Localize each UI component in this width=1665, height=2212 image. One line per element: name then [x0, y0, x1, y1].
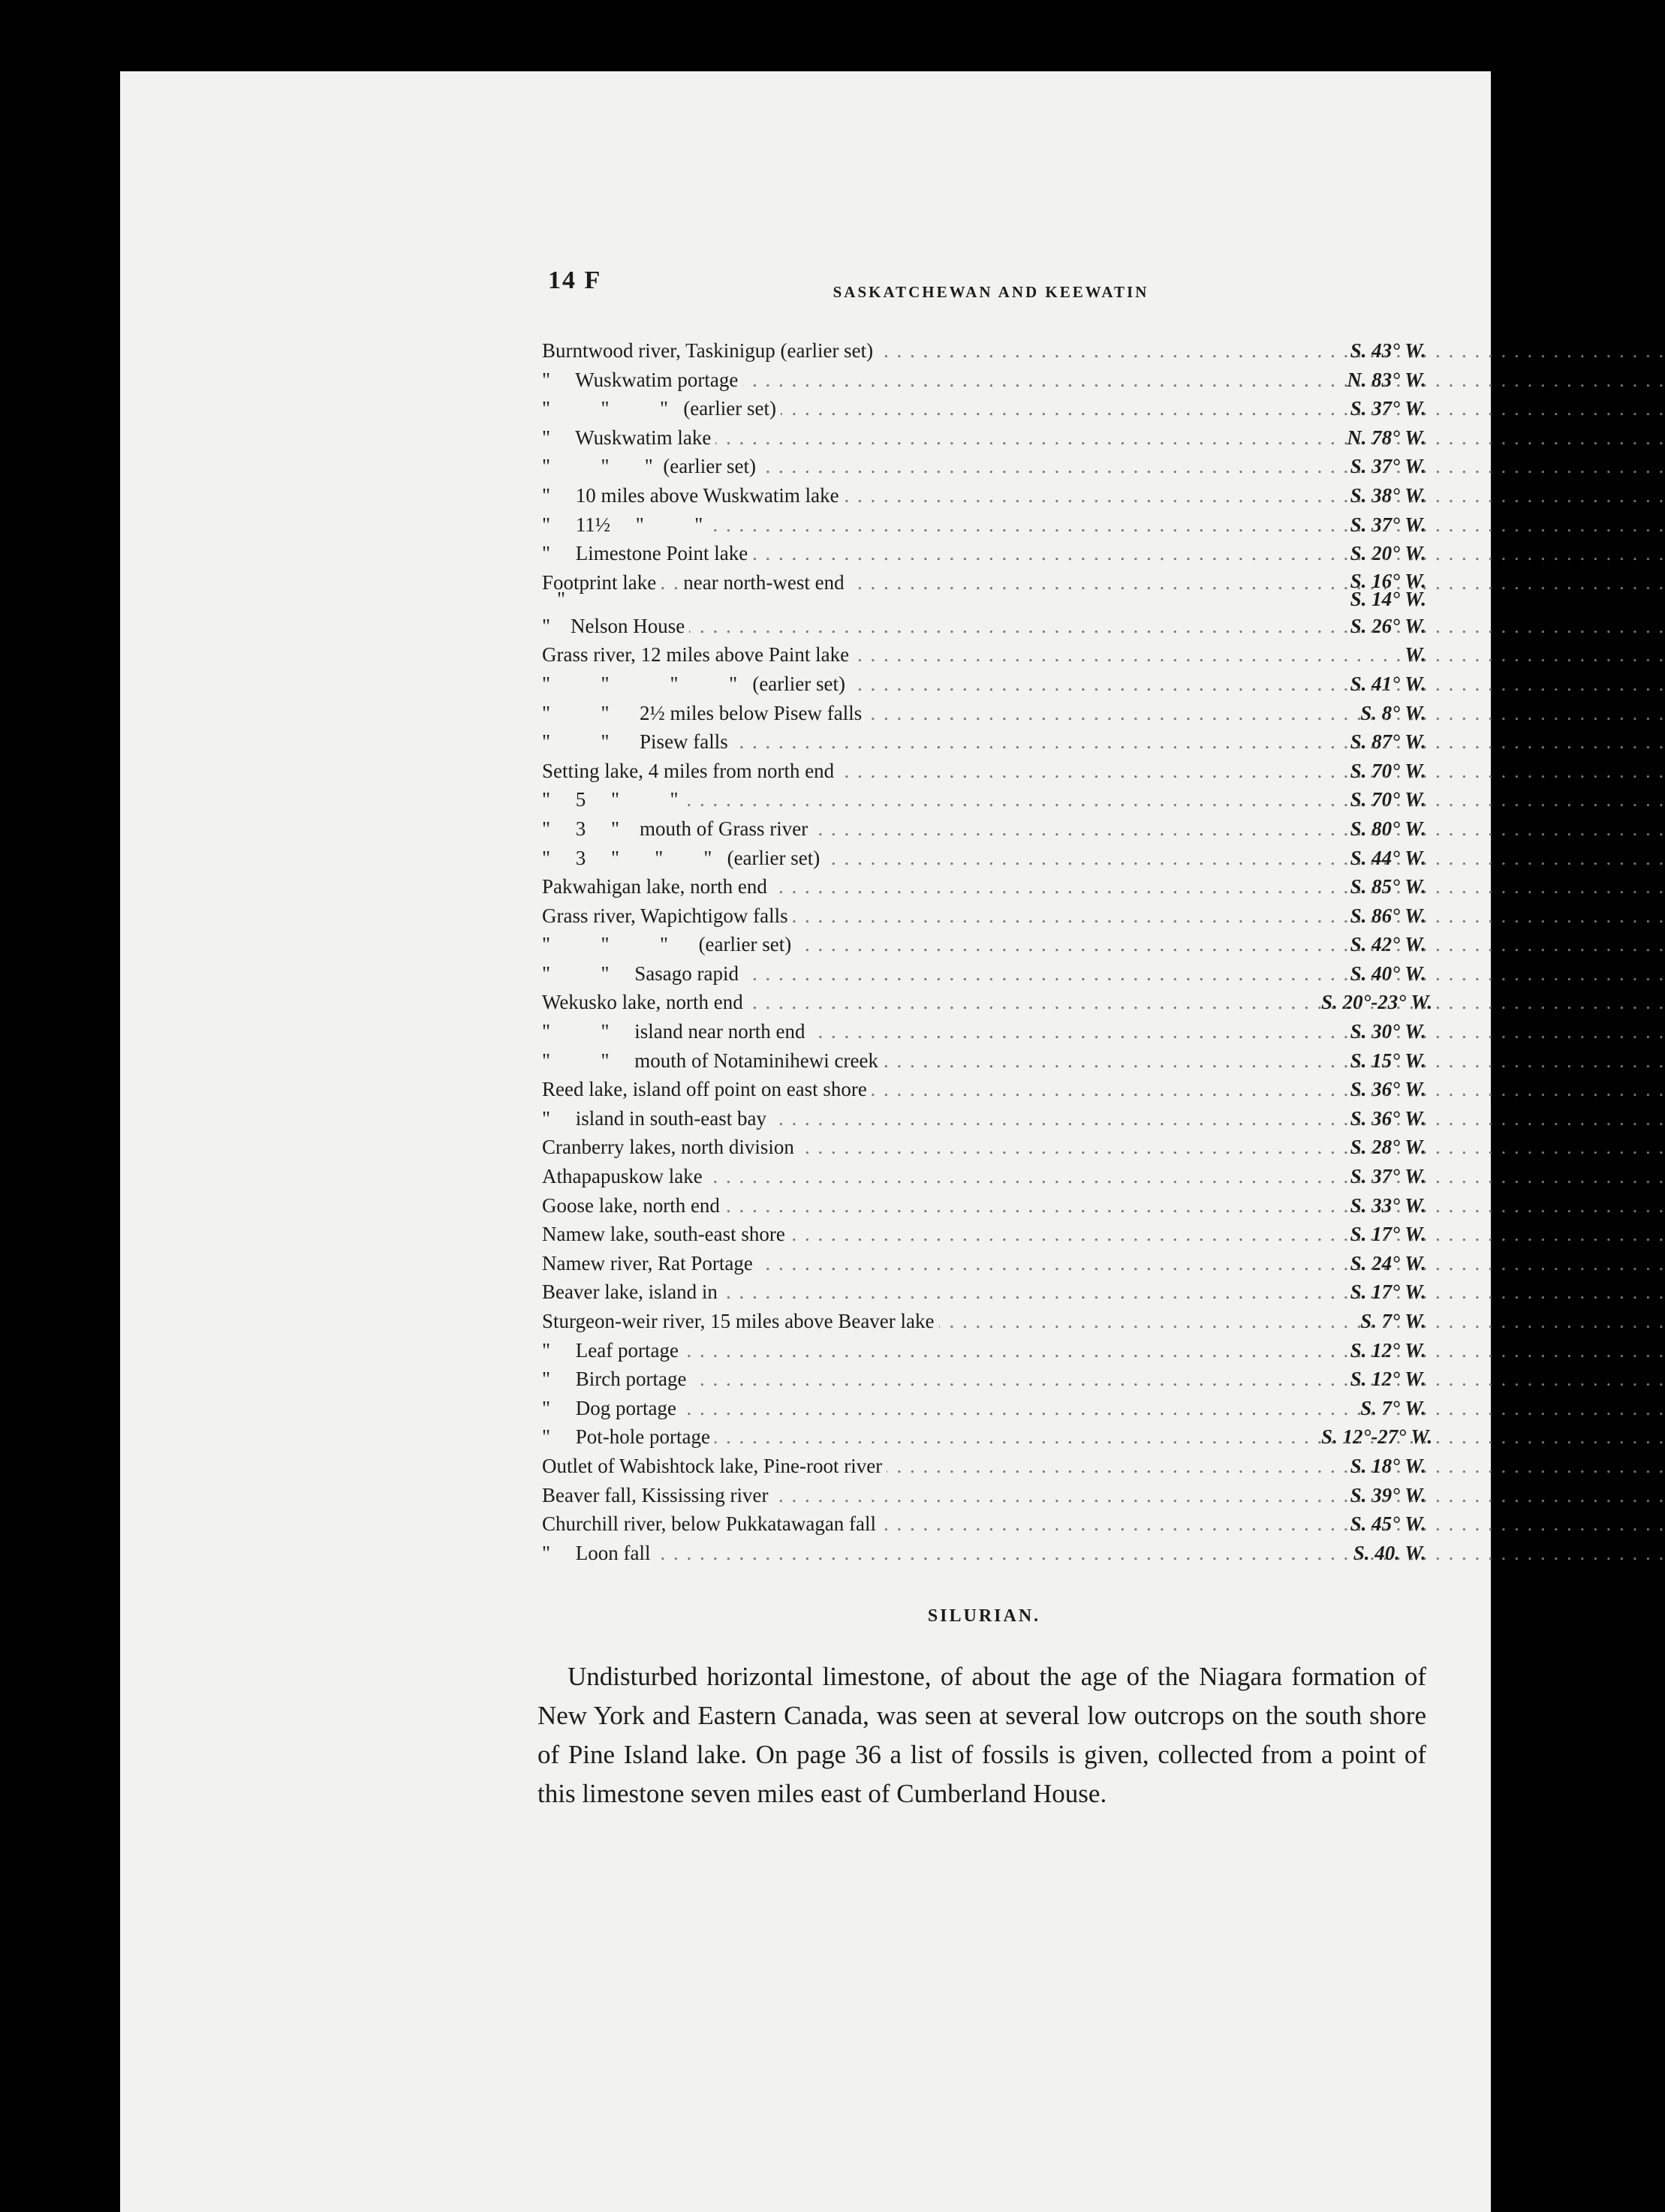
row-location — [542, 640, 1314, 670]
row-location-text: Footprint lake — [542, 571, 661, 594]
table-row — [542, 1249, 1426, 1278]
row-location-text: " " " (earlier set) — [542, 933, 796, 956]
table-row — [542, 510, 1426, 540]
table-row — [542, 539, 1426, 568]
table-row — [542, 612, 1426, 641]
table-row — [542, 1452, 1426, 1481]
row-bearing: S. 86° W. — [1350, 904, 1426, 927]
table-row — [542, 366, 1426, 395]
row-location-text: " island in south-east bay — [542, 1107, 771, 1130]
row-location — [542, 1191, 1314, 1220]
row-location-text: " 11½ " " — [542, 513, 707, 536]
row-location-sub: " — [557, 587, 566, 610]
table-row — [542, 727, 1426, 757]
row-location-text: " " " " (earlier set) — [542, 673, 850, 695]
row-bearing: S. 36° W. — [1350, 1106, 1426, 1130]
row-location-text: Churchill river, below Pukkatawagan fall — [542, 1512, 881, 1535]
row-location — [542, 1162, 1314, 1191]
row-location — [542, 1422, 1314, 1452]
row-location — [542, 1220, 1314, 1249]
row-location — [542, 1249, 1314, 1278]
table-row — [542, 1509, 1426, 1539]
row-location — [542, 1481, 1314, 1510]
row-location — [542, 1307, 1314, 1336]
row-location-text: Grass river, Wapichtigow falls — [542, 904, 793, 927]
table-row — [542, 1481, 1426, 1510]
row-bearing: S. 18° W. — [1350, 1454, 1426, 1477]
row-location-text: Pakwahigan lake, north end — [542, 875, 772, 898]
row-location — [542, 568, 1314, 610]
row-bearing: S. 87° W. — [1350, 730, 1426, 754]
row-bearing: S. 15° W. — [1350, 1049, 1426, 1072]
row-location-text: " Leaf portage — [542, 1339, 683, 1362]
row-location — [542, 1017, 1314, 1046]
row-bearing: S. 12° W. — [1350, 1368, 1426, 1391]
row-location — [542, 814, 1314, 844]
row-location — [542, 1075, 1314, 1104]
row-location-text: " Limestone Point lake — [542, 542, 752, 564]
table-row — [542, 481, 1426, 510]
row-location-text: " 5 " " — [542, 788, 683, 811]
row-bearing: S. 38° W. — [1350, 483, 1426, 507]
row-bearing: S. 39° W. — [1350, 1483, 1426, 1506]
row-bearing: S. 45° W. — [1350, 1512, 1426, 1536]
row-bearing: S. 33° W. — [1350, 1193, 1426, 1217]
row-bearing: S. 30° W. — [1350, 1020, 1426, 1043]
row-location-text: " Birch portage — [542, 1368, 691, 1390]
row-location-text: Sturgeon-weir river, 15 miles above Beaver lake — [542, 1310, 939, 1332]
row-location — [542, 930, 1314, 959]
table-row — [542, 901, 1426, 931]
row-bearing: S. 70° W. — [1350, 759, 1426, 782]
row-location — [542, 1133, 1314, 1162]
row-bearing: S. 40. W. — [1353, 1541, 1426, 1564]
row-bearing: S. 85° W. — [1350, 875, 1426, 898]
table-row — [542, 1539, 1426, 1568]
row-location-text: " 10 miles above Wuskwatim lake — [542, 484, 844, 507]
table-row — [542, 872, 1426, 901]
table-row — [542, 640, 1426, 670]
row-bearing: S. 40° W. — [1350, 962, 1426, 985]
row-location-text: " " Pisew falls — [542, 730, 733, 753]
row-bearing: S. 20° W. — [1350, 542, 1426, 565]
row-location-text: " Wuskwatim lake — [542, 426, 715, 449]
row-bearing: S. 20°-23° W. — [1321, 991, 1433, 1014]
row-location — [542, 727, 1314, 757]
row-location-text: Goose lake, north end — [542, 1194, 724, 1217]
row-bearing: S. 24° W. — [1350, 1251, 1426, 1275]
row-location-text: Athapapuskow lake — [542, 1165, 707, 1187]
row-location — [542, 844, 1314, 873]
row-bearing: S. 28° W. — [1350, 1136, 1426, 1159]
row-location — [542, 1452, 1314, 1481]
table-row — [542, 1365, 1426, 1394]
row-bearing: S. 17° W. — [1350, 1281, 1426, 1304]
table-row — [542, 1162, 1426, 1191]
running-title: SASKATCHEWAN AND KEEWATIN — [832, 283, 1149, 301]
row-location — [542, 1539, 1314, 1568]
row-bearing: S. 37° W. — [1350, 513, 1426, 536]
table-row — [542, 814, 1426, 844]
row-location — [542, 901, 1314, 931]
row-location-text: " " " (earlier set) — [542, 455, 760, 477]
row-location-text: " Dog portage — [542, 1397, 681, 1419]
table-row — [542, 1336, 1426, 1365]
row-location — [542, 423, 1314, 453]
table-row — [542, 988, 1433, 1017]
row-bearing: S. 36° W. — [1350, 1078, 1426, 1101]
table-row — [542, 785, 1426, 814]
table-row — [542, 1220, 1426, 1249]
row-location-text: Beaver lake, island in — [542, 1281, 722, 1303]
table-row — [542, 423, 1426, 453]
row-location — [542, 452, 1314, 481]
table-row — [542, 1046, 1426, 1076]
row-location — [542, 1104, 1314, 1133]
row-location — [542, 1336, 1314, 1365]
row-location-text: " Pot-hole portage — [542, 1425, 715, 1448]
row-bearing: S. 12°-27° W. — [1321, 1425, 1433, 1449]
row-bearing: S. 41° W. — [1350, 672, 1426, 695]
table-row — [542, 1133, 1426, 1162]
table-row — [542, 1017, 1426, 1046]
table-row — [542, 670, 1426, 699]
table-row — [542, 1422, 1433, 1452]
row-location-text: Outlet of Wabishtock lake, Pine-root river — [542, 1455, 887, 1477]
row-bearing-b: S. 14° W. — [1350, 587, 1426, 610]
row-location-text: " " " (earlier set) — [542, 397, 781, 420]
table-row — [542, 394, 1426, 423]
row-bearing: S. 70° W. — [1350, 788, 1426, 811]
row-location — [542, 1278, 1314, 1307]
page-header — [548, 266, 1434, 311]
table-row — [542, 1394, 1426, 1423]
section-title: SILURIAN. — [927, 1606, 1041, 1626]
row-location — [542, 988, 1314, 1017]
row-bearing: S. 43° W. — [1350, 339, 1426, 362]
row-bearing: S. 37° W. — [1350, 455, 1426, 478]
row-location-text: Reed lake, island off point on east shore — [542, 1078, 872, 1100]
row-bearing: S. 44° W. — [1350, 846, 1426, 869]
row-bearing: S. 37° W. — [1350, 1165, 1426, 1188]
row-bearing-a: S. 16° W. — [1350, 569, 1426, 592]
row-location-text: " 3 " " " (earlier set) — [542, 847, 824, 869]
table-row — [542, 568, 1426, 612]
row-location-text: " Loon fall — [542, 1542, 655, 1564]
row-bearing: N. 83° W. — [1347, 368, 1426, 391]
table-row — [542, 1104, 1426, 1133]
row-bearing: S. 80° W. — [1350, 817, 1426, 840]
row-location-text: " 3 " mouth of Grass river — [542, 817, 812, 840]
row-location — [542, 510, 1314, 540]
bearing-table — [542, 336, 1433, 1567]
table-row — [542, 844, 1426, 873]
row-location — [542, 1509, 1314, 1539]
page-number: 14 F — [548, 266, 602, 294]
row-bearing: S. 26° W. — [1350, 614, 1426, 637]
row-location-text: Burntwood river, Taskinigup (earlier set) — [542, 339, 878, 362]
row-location-text: Setting lake, 4 miles from north end — [542, 760, 839, 782]
row-location — [542, 699, 1314, 728]
table-row — [542, 930, 1426, 959]
row-bearing: S. 37° W. — [1350, 397, 1426, 420]
row-location-text: Namew river, Rat Portage — [542, 1252, 757, 1275]
table-row — [542, 1191, 1426, 1220]
row-location — [542, 612, 1314, 641]
row-location — [542, 1394, 1314, 1423]
row-location-text: " Nelson House — [542, 615, 689, 637]
row-location-text: " " mouth of Notaminihewi creek — [542, 1049, 883, 1072]
row-location-text: " " Sasago rapid — [542, 962, 743, 985]
table-row — [542, 452, 1426, 481]
row-location — [542, 872, 1314, 901]
row-location-text: Namew lake, south-east shore — [542, 1223, 790, 1245]
table-row — [542, 959, 1426, 989]
row-bearing: S. 17° W. — [1350, 1223, 1426, 1246]
row-location-text: " " island near north end — [542, 1020, 809, 1043]
row-location — [542, 1365, 1314, 1394]
table-row — [542, 1075, 1426, 1104]
row-location — [542, 539, 1314, 568]
row-location — [542, 670, 1314, 699]
row-location-text: Grass river, 12 miles above Paint lake — [542, 643, 854, 666]
row-location-text: " " 2½ miles below Pisew falls — [542, 702, 866, 724]
row-bearing: S. 8° W. — [1360, 701, 1426, 724]
row-location-text: Cranberry lakes, north division — [542, 1136, 799, 1158]
section-paragraph: Undisturbed horizontal limestone, of about the age of the Niagara formation of New York and Eastern Canada, was seen at several low outcrops on the south shore of Pine Island lake. On page 36 a list of fossils is given, collected from a point of this limestone seven miles east of Cumberland House. — [537, 1662, 1426, 1808]
table-row — [542, 336, 1426, 366]
row-location-detail: near north-west end — [683, 571, 848, 594]
table-row — [542, 1307, 1426, 1336]
row-location — [542, 785, 1314, 814]
table-row — [542, 699, 1426, 728]
row-bearing: S. 7° W. — [1360, 1310, 1426, 1332]
row-bearing: S. 42° W. — [1350, 933, 1426, 956]
row-location — [542, 366, 1314, 395]
row-location-text: Beaver fall, Kississing river — [542, 1484, 772, 1506]
row-location-text: " Wuskwatim portage — [542, 369, 742, 391]
row-location-text: Wekusko lake, north end — [542, 991, 748, 1013]
row-location — [542, 481, 1314, 510]
row-location — [542, 336, 1314, 366]
row-bearing: S. 7° W. — [1360, 1396, 1426, 1419]
table-row — [542, 757, 1426, 786]
row-location — [542, 959, 1314, 989]
row-location — [542, 394, 1314, 423]
row-bearing: W. — [1405, 643, 1426, 667]
row-location — [542, 1046, 1314, 1076]
row-bearing: S. 12° W. — [1350, 1338, 1426, 1362]
row-bearing: N. 78° W. — [1347, 426, 1426, 449]
row-location — [542, 757, 1314, 786]
table-row — [542, 1278, 1426, 1307]
